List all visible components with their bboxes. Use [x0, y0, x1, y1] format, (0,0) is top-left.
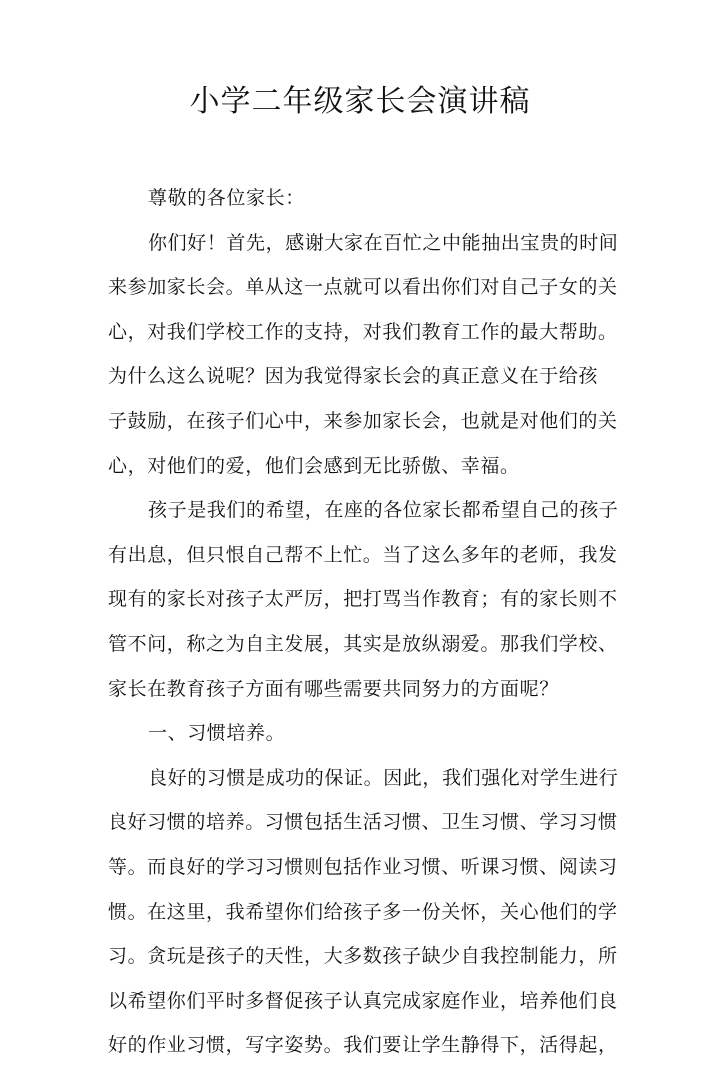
- text-line: 惯。在这里，我希望你们给孩子多一份关怀，关心他们的学: [108, 900, 618, 923]
- text-line: 习。贪玩是孩子的天性，大多数孩子缺少自我控制能力，所: [108, 945, 618, 968]
- text-line: 有出息，但只恨自己帮不上忙。当了这么多年的老师，我发: [108, 543, 618, 566]
- text-line: 良好的习惯是成功的保证。因此，我们强化对学生进行: [148, 766, 619, 789]
- text-line: 等。而良好的学习习惯则包括作业习惯、听课习惯、阅读习: [108, 855, 618, 878]
- text-line: 心，对我们学校工作的支持，对我们教育工作的最大帮助。: [108, 320, 618, 343]
- document-body: [108, 176, 628, 1068]
- text-line: 孩子是我们的希望，在座的各位家长都希望自己的孩子: [148, 499, 619, 522]
- text-line: 心，对他们的爱，他们会感到无比骄傲、幸福。: [108, 454, 520, 477]
- text-line: 尊敬的各位家长：: [148, 187, 305, 209]
- text-line: 来参加家长会。单从这一点就可以看出你们对自己子女的关: [108, 276, 618, 299]
- text-line: 你们好！首先，感谢大家在百忙之中能抽出宝贵的时间: [148, 231, 619, 254]
- text-line: 子鼓励，在孩子们心中，来参加家长会，也就是对他们的关: [108, 409, 618, 432]
- text-line: 家长在教育孩子方面有哪些需要共同努力的方面呢？: [108, 677, 559, 700]
- section-heading: 一、习惯培养。: [148, 722, 286, 745]
- text-line: 良好习惯的培养。习惯包括生活习惯、卫生习惯、学习习惯: [108, 811, 618, 834]
- document-title: 小学二年级家长会演讲稿: [189, 84, 531, 119]
- text-line: 好的作业习惯，写字姿势。我们要让学生静得下，活得起，: [108, 1034, 618, 1057]
- text-line: 现有的家长对孩子太严厉，把打骂当作教育；有的家长则不: [108, 588, 618, 611]
- text-line: 以希望你们平时多督促孩子认真完成家庭作业，培养他们良: [108, 989, 618, 1012]
- text-line: 为什么这么说呢？因为我觉得家长会的真正意义在于给孩: [108, 365, 599, 388]
- text-line: 管不问，称之为自主发展，其实是放纵溺爱。那我们学校、: [108, 632, 618, 655]
